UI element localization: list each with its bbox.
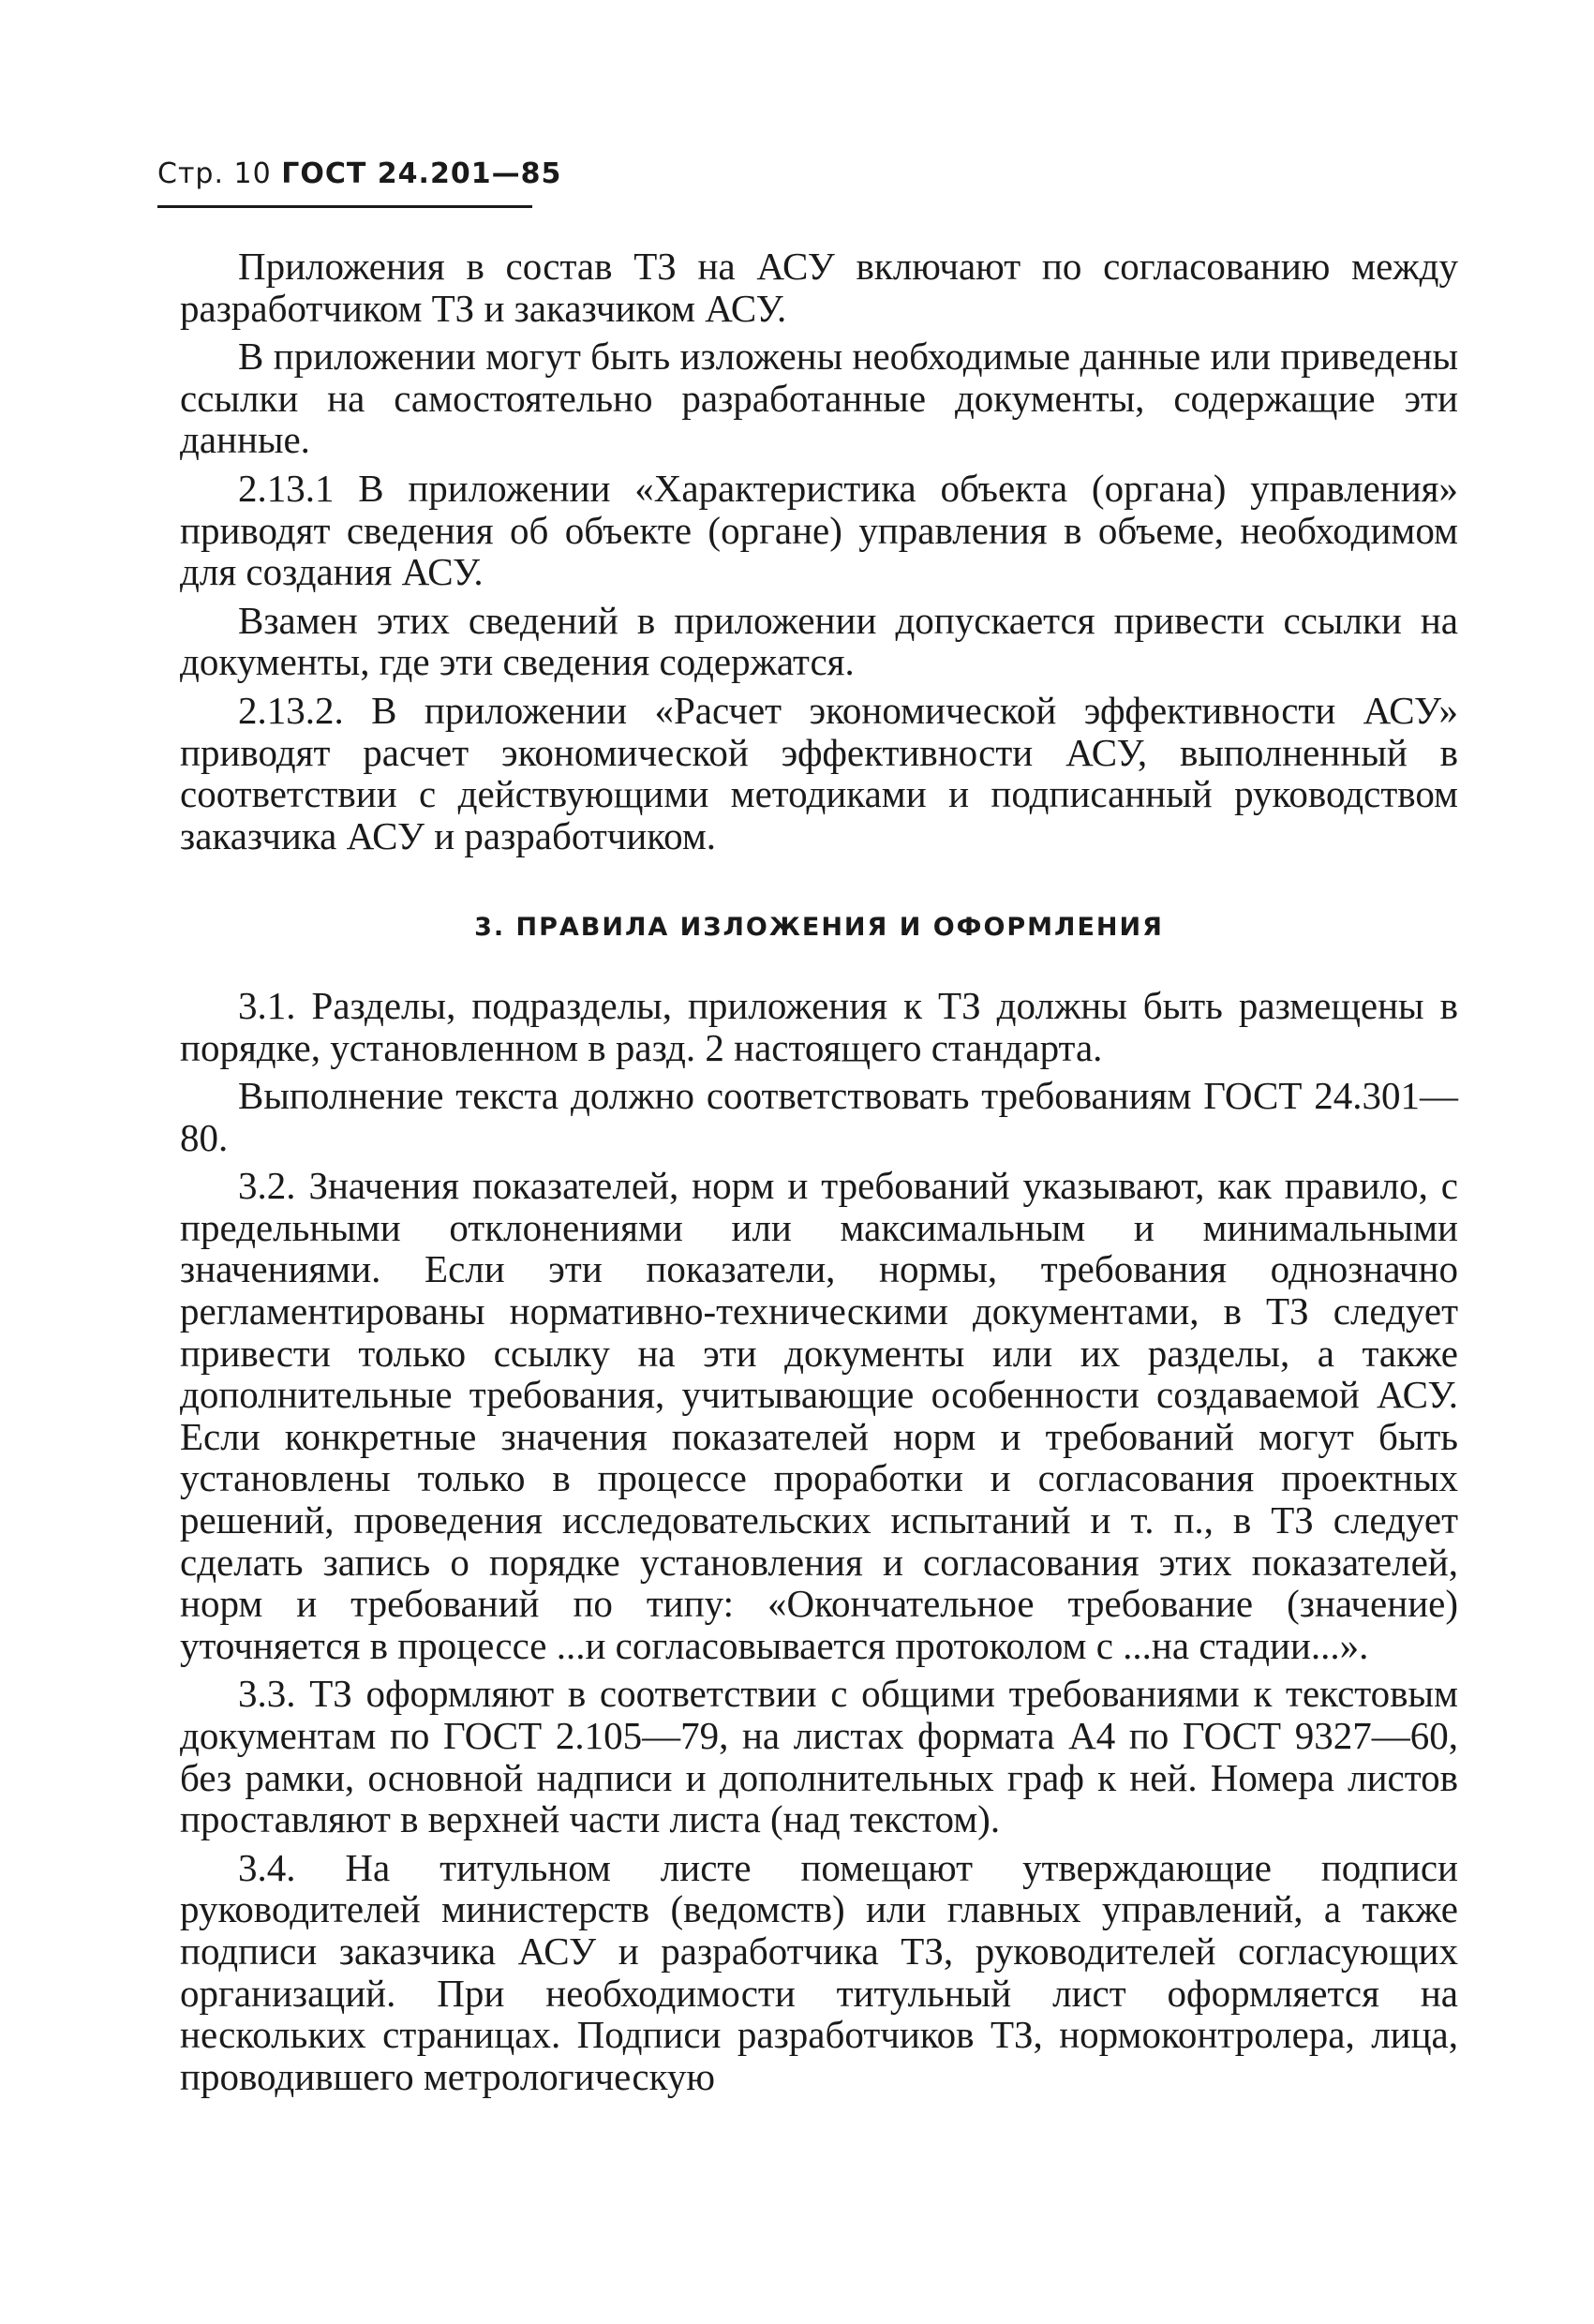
body-text xyxy=(180,246,1458,2104)
paragraph: 3.3. ТЗ оформляют в соответствии с общими требованиями к текстовым документам по ГОСТ 2.105—79, на листах формата А4 по ГОСТ 9327—60, без рамки, основной надписи и дополнительных граф к ней. Номера листов проставляют в верхней части листа (над текстом). xyxy=(180,1672,1458,1841)
paragraph: 3.2. Значения показателей, норм и требований указывают, как правило, с предельными отклонениями или максимальным и минимальными значениями. Если эти показатели, нормы, требования однозначно регламентированы нормативно-техническими документами, в ТЗ следует привести только ссылку на эти документы или их разделы, а также дополнительные требования, учитывающие особенности создаваемой АСУ. Если конкретные значения показателей норм и требований могут быть установлены только в процессе проработки и согласования проектных решений, проведения исследовательских испытаний и т. п., в ТЗ следует сделать запись о порядке установления и согласования этих показателей, норм и требований по типу: «Окончательное требование (значение) уточняется в процессе ...и согласовывается протоколом с ...на стадии...». xyxy=(180,1164,1458,1667)
paragraph: Взамен этих сведений в приложении допускается привести ссылки на документы, где эти сведения содержатся. xyxy=(180,598,1458,684)
paragraph: 2.13.1 В приложении «Характеристика объекта (органа) управления» приводят сведения об объекте (органе) управления в объеме, необходимом для создания АСУ. xyxy=(180,466,1458,594)
section-heading: 3. ПРАВИЛА ИЗЛОЖЕНИЯ И ОФОРМЛЕНИЯ xyxy=(474,913,1164,943)
paragraph: В приложении могут быть изложены необходимые данные или приведены ссылки на самостоятельно разработанные документы, содержащие эти данные. xyxy=(180,335,1458,462)
paragraph: 3.4. На титульном листе помещают утверждающие подписи руководителей министерств (ведомств) или главных управлений, а также подписи заказчика АСУ и разработчика ТЗ, руководителей согласующих организаций. При необходимости титульный лист оформляется на нескольких страницах. Подписи разработчиков ТЗ, нормоконтролера, лица, проводившего метрологическую xyxy=(180,1845,1458,2098)
paragraph: 3.1. Разделы, подразделы, приложения к ТЗ должны быть размещены в порядке, установленном в разд. 2 настоящего стандарта. xyxy=(180,983,1458,1069)
header-rule xyxy=(157,205,532,208)
paragraph: Выполнение текста должно соответствовать требованиям ГОСТ 24.301—80. xyxy=(180,1074,1458,1159)
running-header xyxy=(157,157,561,190)
page-number: Стр. 10 xyxy=(157,157,272,190)
paragraph: Приложения в состав ТЗ на АСУ включают по согласованию между разработчиком ТЗ и заказчиком АСУ. xyxy=(180,245,1458,330)
paragraph: 2.13.2. В приложении «Расчет экономической эффективности АСУ» приводят расчет экономической эффективности АСУ, выполненный в соответствии с действующими методиками и подписанный руководством заказчика АСУ и разработчиком. xyxy=(180,688,1458,857)
standard-code: ГОСТ 24.201—85 xyxy=(281,157,562,190)
